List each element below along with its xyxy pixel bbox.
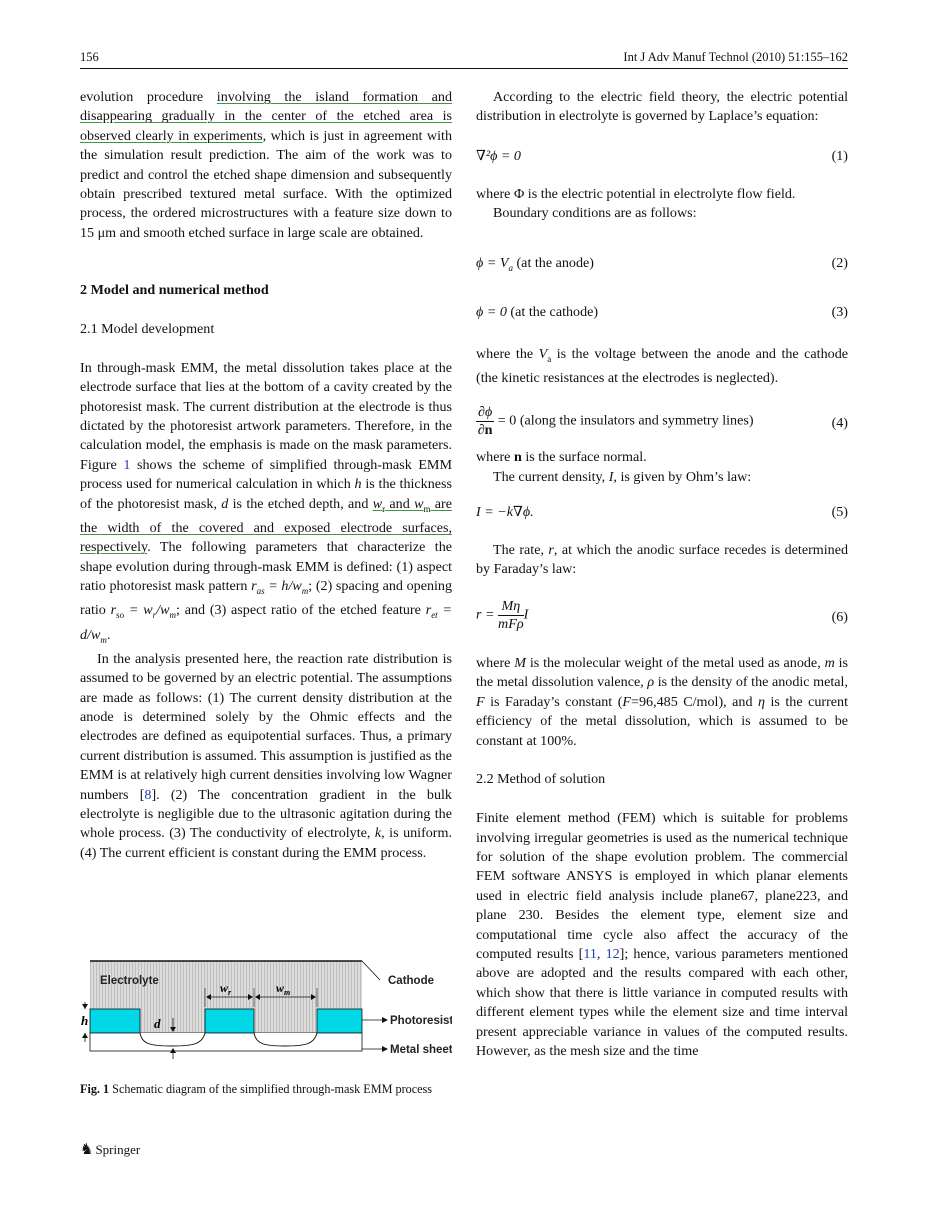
figure-ref-link[interactable]: 1	[123, 456, 131, 473]
highlighted-text: $w_r$ and $w_m$ are the width of the covered and exposed electrode surfaces, respectively	[80, 495, 452, 556]
paragraph-laplace-intro: According to the electric field theory, the electric potential distribution in electrolyte is governed by Laplace’s equation:	[476, 89, 848, 125]
text-run: is the etched depth, and	[228, 495, 373, 512]
equation-1-number: (1)	[831, 147, 848, 164]
journal-citation: Int J Adv Manuf Technol (2010) 51:155–162	[623, 50, 848, 64]
springer-horse-icon: ♞	[80, 1142, 94, 1158]
paragraph-fem: Finite element method (FEM) which is suitable for problems involving irregular geometries is used as the numerical technique for solution of the shape evolution problem. The commercial FEM software ANSYS is employed in which planar elements used in electric field analysis include plane67, plane223, and plane 230. Besides the element type, element size and computational time cycle also affect the accuracy of the computed results [11, 12]; hence, various parameters mentioned above are adopted and the results compared with each other, which show that there is little variance in computed results with different element types while the element size and time interval present appreciable variance in values of the computed results. However, as the mesh size and the time	[476, 810, 848, 1059]
equation-4	[476, 404, 848, 444]
equation-1-body: ∇²ϕ = 0	[476, 147, 521, 164]
text-run: In the analysis presented here, the reaction rate distribution is assumed to be governed by an electric potential. The assumptions are made as follows: (1) The current density distribution at the anode is determined solely by the Ohmic effects and the electrodes are defined as equipotential surfaces. Thus, a primary current distribution is assumed. This assumption is justified as the EMM is at relatively high current densities involving low Wagner numbers [	[80, 650, 452, 803]
equation-6	[476, 598, 848, 638]
paragraph-faraday: The rate, r, at which the anodic surface recedes is determined by Faraday’s law:	[476, 542, 848, 578]
paragraph-ohm: The current density, I, is given by Ohm’s law:	[493, 468, 752, 485]
publisher-name: Springer	[95, 1142, 141, 1157]
paragraph-voltage-def: where the $V_a$ is the voltage between the anode and the cathode (the kinetic resistances at the electrodes is neglected).	[476, 345, 848, 386]
text-run: ; (2) spacing and opening ratio	[80, 578, 453, 619]
paragraph-model	[80, 359, 452, 650]
page-footer	[80, 1140, 140, 1159]
label-photoresist: Photoresist	[390, 1015, 452, 1027]
equation-3-number: (3)	[831, 303, 848, 320]
left-column	[80, 88, 452, 863]
equation-4-body: $\frac{\partial\phi}{\partial n}$ = 0 (along the insulators and symmetry lines)	[477, 404, 754, 439]
equation-3	[476, 303, 848, 323]
paragraph-variables: where M is the molecular weight of the metal used as anode, m is the metal dissolution valence, ρ is the density of the anodic metal, F is Faraday’s constant (F=96,485 C/mol), and η is the current efficiency of the metal dissolution, which is assumed to be constant at 100%.	[476, 654, 848, 749]
formula-ras: $r_{as} = h/w_m$	[251, 578, 309, 596]
text-run: , is uniform. (4) The current efficient is constant during the EMM process.	[80, 825, 452, 861]
label-d: d	[154, 1016, 161, 1031]
equation-5-body: I = −k∇ϕ.	[476, 504, 534, 521]
text-run: .	[106, 626, 111, 643]
paragraph-phi-def: where Φ is the electric potential in electrolyte flow field.	[476, 185, 796, 202]
photoresist-block	[317, 1009, 362, 1033]
text-run: In through-mask EMM, the metal dissolution takes place at the electrode surface that lies at the bottom of a cavity created by the photoresist mask. The current distribution at the electrode is thus dictated by the photoresist artwork parameters. Therefore, in the calculation model, the emphasis is made on the mask parameters. Figure	[80, 359, 452, 473]
text-run: shows the scheme of simplified through-mask EMM process used for numerical calculation in which	[80, 456, 452, 493]
paragraph-assumptions	[80, 650, 452, 863]
etched-cavity	[254, 1033, 317, 1046]
text-run: . The following parameters that characterize the shape evolution during through-mask EMM is defined: (1) aspect ratio photoresist mask pattern	[80, 539, 452, 595]
symbol-k: k	[374, 825, 382, 842]
figure-1-caption	[80, 1082, 452, 1097]
equation-2	[476, 254, 848, 274]
paragraph-boundary: Boundary conditions are as follows:	[493, 205, 697, 222]
equation-2-number: (2)	[831, 254, 848, 271]
equation-2-body: $\phi = V_a$ (at the anode)	[476, 254, 594, 273]
equation-1	[476, 147, 848, 167]
caption-label: Fig. 1	[80, 1082, 110, 1096]
running-header	[80, 50, 848, 66]
emm-schematic	[80, 952, 452, 1077]
symbol-d: d	[221, 495, 229, 512]
label-wr: $w_r$	[220, 981, 232, 997]
text-run: is the thickness of the photoresist mask,	[80, 476, 452, 512]
citation-link[interactable]: 12	[605, 945, 620, 962]
label-cathode: Cathode	[388, 975, 434, 987]
photoresist-block	[205, 1009, 254, 1033]
photoresist-block	[90, 1009, 140, 1033]
paragraph-normal-def: where n is the surface normal.	[476, 449, 647, 466]
text-run: evolution procedure	[80, 89, 217, 105]
equation-6-number: (6)	[831, 608, 848, 625]
citation-link[interactable]: 8	[144, 786, 152, 803]
subsection-title: 2.1 Model development	[80, 321, 215, 338]
text-run: ]. (2) The concentration gradient in the bulk electrolyte is negligible due to the ultrasonic agitation during the whole process. (3) The conductivity of electrolyte,	[80, 786, 452, 842]
equation-5	[476, 503, 848, 523]
label-electrolyte: Electrolyte	[100, 975, 159, 987]
equation-4-number: (4)	[831, 415, 848, 432]
highlighted-text: involving the island formation and disappearing gradually in the center of the etched area is observed clearly in experiments	[80, 89, 453, 144]
figure-1-diagram	[80, 952, 452, 1077]
equation-5-number: (5)	[831, 504, 848, 521]
citation-link[interactable]: 11	[583, 945, 597, 962]
right-column	[476, 88, 848, 1061]
equation-3-body: ϕ = 0 (at the cathode)	[476, 303, 599, 320]
etched-cavity	[140, 1033, 205, 1046]
formula-rso: $r_{so} = w_r/w_m$	[110, 602, 176, 621]
symbol-h: h	[354, 476, 362, 493]
equation-6-body: r = $\frac{M\eta}{\text{mFρ}}$ I	[476, 597, 529, 632]
metal-sheet	[90, 1033, 362, 1051]
paragraph-intro-end	[80, 88, 452, 243]
formula-ret: $r_{et} = d/w_m$	[80, 602, 452, 645]
label-metal-sheet: Metal sheet	[390, 1044, 452, 1056]
section-title: 2 Model and numerical method	[80, 282, 269, 299]
text-run: , which is just in agreement with the simulation result prediction. The aim of the work was to predict and control the etched shape dimension and subsequently obtain prescribed textured metal surface. With the optimized process, the ordered microstructures with a feature size down to 15 μm and smooth etched surface in large scale are obtained.	[80, 127, 452, 241]
subsection-title: 2.2 Method of solution	[476, 771, 606, 788]
header-rule	[80, 68, 848, 69]
page-number: 156	[80, 50, 99, 64]
text-run: ; and (3) aspect ratio of the etched feature	[175, 602, 426, 619]
label-wm: $w_m$	[276, 981, 291, 997]
label-h: h	[81, 1013, 89, 1028]
caption-text: Schematic diagram of the simplified through-mask EMM process	[109, 1082, 433, 1096]
